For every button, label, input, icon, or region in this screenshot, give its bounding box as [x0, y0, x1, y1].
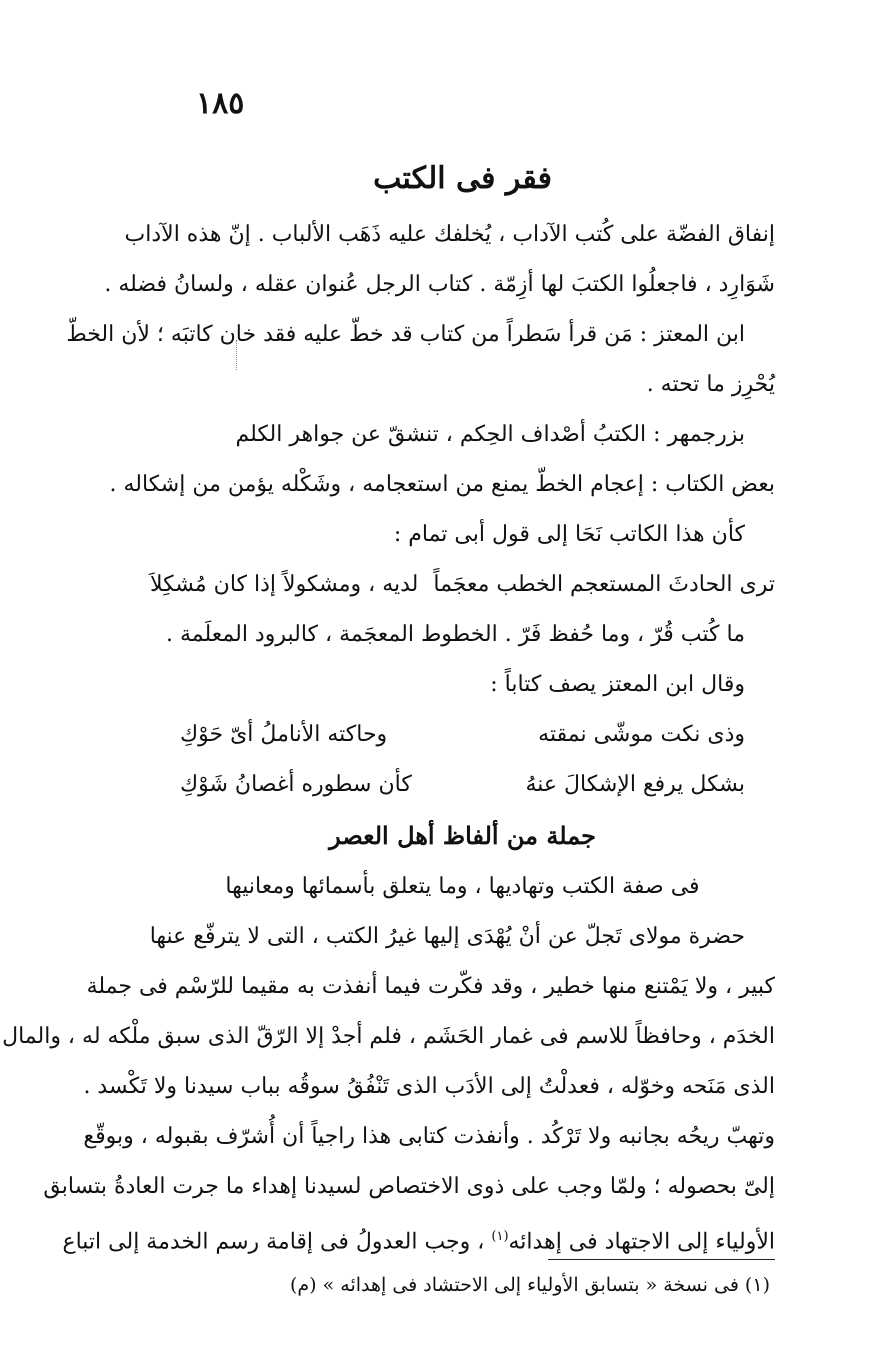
footnote: (١) فى نسخة « بتسابق الأولياء إلى الاحتشاد فى إهدائه » (م) [289, 1274, 770, 1296]
text-fragment: الأولياء إلى الاجتهاد فى إهدائه [508, 1229, 775, 1255]
verse-line [150, 760, 775, 810]
verse-line [150, 560, 775, 610]
verse-first-hemistich: بشكل يرفع الإشكالَ عنهُ [525, 772, 745, 797]
section-subtitle: فى صفة الكتب وتهاديها ، وما يتعلق بأسمائها ومعانيها [225, 874, 700, 899]
text-line: كأن هذا الكاتب نَحَا إلى قول أبى تمام : [393, 522, 745, 547]
verse-first-hemistich: ترى الحادثَ المستعجم الخطب معجَماً [433, 572, 775, 597]
verse-first-hemistich: وذى نكت موشّى نمقته [538, 722, 745, 747]
verse-second-hemistich: لديه ، ومشكولاً إذا كان مُشكِلاَ [150, 572, 419, 597]
verse-second-hemistich: وحاكته الأناملُ أىّ حَوْكِ [180, 722, 388, 747]
page-number: ١٨٥ [196, 86, 245, 121]
text-line: حضرة مولاى تَجلّ عن أنْ يُهْدَى إليها غيرُ الكتب ، التى لا يترفّع عنها [149, 924, 745, 949]
text-line: الخدَم ، وحافظاً للاسم فى غمار الحَشَم ، فلم أجدْ إلا الرّقّ الذى سبق ملْكه له ، والمال [2, 1024, 775, 1049]
text-line: الذى مَنَحه وخوّله ، فعدلْتُ إلى الأدَب الذى تَنْفُقُ سوقُه بباب سيدنا ولا تَكْسد . [83, 1074, 775, 1099]
text-line: وقال ابن المعتز يصف كتاباً : [490, 672, 745, 697]
text-line: ابن المعتز : مَن قرأ سَطراً من كتاب قد خطّ عليه فقد خان كاتبَه ؛ لأن الخطّ [66, 322, 745, 347]
text-line: إنفاق الفضّة على كُتب الآداب ، يُخلفك عليه ذَهَب الألباب . إنّ هذه الآداب [124, 222, 775, 247]
footnote-rule [548, 1259, 775, 1260]
section-title: جملة من ألفاظ أهل العصر [329, 821, 596, 850]
text-fragment: ، وجب العدولُ فى إقامة رسم الخدمة إلى اتباع [62, 1229, 492, 1255]
verse-line [150, 710, 775, 760]
text-line: بزرجمهر : الكتبُ أصْداف الحِكم ، تنشقّ عن جواهر الكلم [235, 422, 745, 447]
text-line: يُحْرِز ما تحته . [646, 372, 775, 397]
footnote-marker: (١) [491, 1229, 509, 1244]
text-line: شَوَارِد ، فاجعلُوا الكتبَ لها أزِمّة . كتاب الرجل عُنوان عقله ، ولسانُ فضله . [104, 272, 775, 297]
section-title: فقر فى الكتب [373, 161, 552, 196]
text-line [62, 1212, 775, 1262]
text-line: ما كُتب قُرّ ، وما حُفظ فَرّ . الخطوط المعجَمة ، كالبرود المعلَمة . [166, 622, 745, 647]
text-line: بعض الكتاب : إعجام الخطّ يمنع من استعجامه ، وشَكْله يؤمن من إشكاله . [109, 472, 775, 497]
text-line: كبير ، ولا يَمْتنع منها خطير ، وقد فكّرت فيما أنفذت به مقيما للرّسْم فى جملة [86, 974, 775, 999]
text-line: إلىّ بحصوله ؛ ولمّا وجب على ذوى الاختصاص لسيدنا إهداء ما جرت العادةُ بتسابق [43, 1174, 775, 1199]
verse-second-hemistich: كأن سطوره أغصانُ شَوْكِ [180, 772, 412, 797]
text-line: وتهبّ ريحُه بجانبه ولا تَرْكُد . وأنفذت كتابى هذا راجياً أن أُشرّف بقبوله ، وبوقّع [83, 1124, 775, 1149]
page-body [2, 148, 775, 1262]
